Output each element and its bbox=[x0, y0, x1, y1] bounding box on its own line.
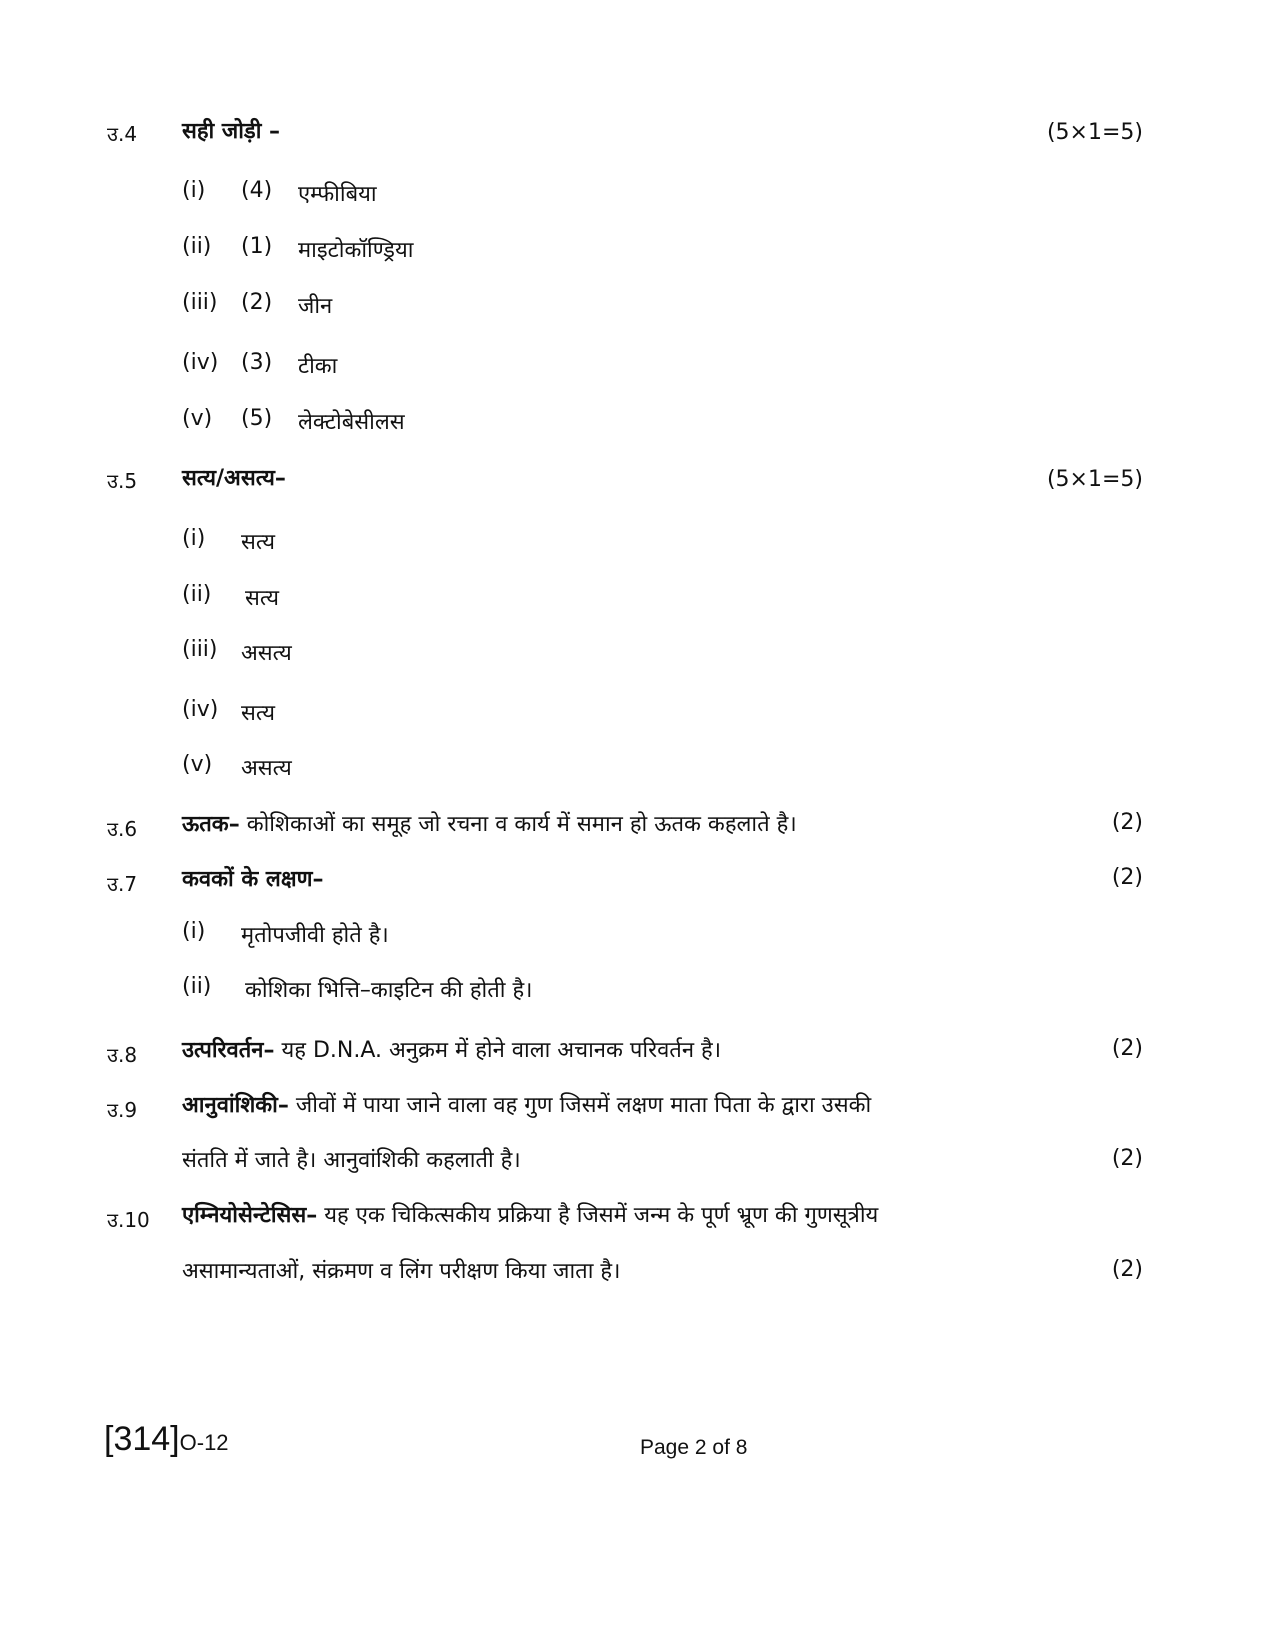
question-heading: सही जोड़ी – bbox=[182, 119, 281, 144]
page-number: Page 2 of 8 bbox=[640, 1436, 748, 1459]
item-code: (1) bbox=[241, 234, 273, 259]
item-text: सत्य bbox=[241, 701, 276, 726]
item-text: एम्फीबिया bbox=[298, 182, 377, 207]
item-text: माइटोकॉण्ड्रिया bbox=[298, 238, 414, 263]
answer-line bbox=[182, 808, 797, 838]
question-number: उ.9 bbox=[107, 1098, 138, 1122]
item-roman: (ii) bbox=[182, 974, 212, 999]
item-roman: (v) bbox=[182, 406, 213, 431]
question-heading: कवकों के लक्षण– bbox=[182, 867, 324, 892]
answer-term: ऊतक– bbox=[182, 812, 240, 837]
marks: (5×1=5) bbox=[1046, 467, 1143, 492]
question-number: उ.8 bbox=[107, 1043, 138, 1067]
answer-line bbox=[182, 1034, 721, 1064]
item-roman: (i) bbox=[182, 919, 206, 944]
item-text: सत्य bbox=[241, 530, 276, 555]
item-roman: (ii) bbox=[182, 582, 212, 607]
item-code: (4) bbox=[241, 178, 273, 203]
answer-line bbox=[182, 1199, 878, 1229]
answer-text: जीवों में पाया जाने वाला वह गुण जिसमें लक्षण माता पिता के द्वारा उसकी bbox=[288, 1093, 872, 1118]
item-code: (3) bbox=[241, 350, 273, 375]
item-roman: (i) bbox=[182, 526, 206, 551]
item-roman: (iv) bbox=[182, 350, 219, 375]
paper-code bbox=[104, 1420, 229, 1459]
marks: (2) bbox=[1111, 865, 1143, 890]
item-roman: (iii) bbox=[182, 637, 218, 662]
item-code: (2) bbox=[241, 290, 273, 315]
item-roman: (v) bbox=[182, 752, 213, 777]
marks: (2) bbox=[1111, 1257, 1143, 1282]
answer-text: यह एक चिकित्सकीय प्रक्रिया है जिसमें जन्म के पूर्ण भ्रूण की गुणसूत्रीय bbox=[317, 1203, 879, 1228]
answer-term: उत्परिवर्तन– bbox=[182, 1038, 275, 1063]
marks: (5×1=5) bbox=[1046, 120, 1143, 145]
item-text: मृतोपजीवी होते है। bbox=[241, 923, 389, 948]
answer-text: यह D.N.A. अनुक्रम में होने वाला अचानक परिवर्तन है। bbox=[274, 1038, 722, 1063]
marks: (2) bbox=[1111, 1036, 1143, 1061]
question-number: उ.10 bbox=[107, 1208, 150, 1232]
question-number: उ.4 bbox=[107, 122, 138, 146]
item-text: असत्य bbox=[241, 756, 292, 781]
item-text: कोशिका भित्ति–काइटिन की होती है। bbox=[245, 978, 533, 1003]
question-heading: सत्य/असत्य– bbox=[182, 466, 286, 491]
answer-continuation: संतति में जाते है। आनुवांशिकी कहलाती है। bbox=[182, 1148, 521, 1173]
answer-term: एम्नियोसेन्टेसिस– bbox=[182, 1203, 318, 1228]
item-roman: (ii) bbox=[182, 234, 212, 259]
item-text: असत्य bbox=[241, 641, 292, 666]
question-number: उ.6 bbox=[107, 817, 138, 841]
item-roman: (i) bbox=[182, 178, 206, 203]
item-text: लेक्टोबेसीलस bbox=[298, 410, 405, 435]
paper-code-suffix: O-12 bbox=[179, 1430, 229, 1455]
marks: (2) bbox=[1111, 1146, 1143, 1171]
item-code: (5) bbox=[241, 406, 273, 431]
item-roman: (iii) bbox=[182, 290, 218, 315]
answer-term: आनुवांशिकी– bbox=[182, 1093, 289, 1118]
answer-continuation: असामान्यताओं, संक्रमण व लिंग परीक्षण किया जाता है। bbox=[182, 1259, 621, 1284]
paper-code-number: [314] bbox=[104, 1420, 180, 1458]
item-text: टीका bbox=[298, 354, 338, 379]
item-text: जीन bbox=[298, 294, 333, 319]
question-number: उ.5 bbox=[107, 469, 138, 493]
question-number: उ.7 bbox=[107, 872, 138, 896]
answer-line bbox=[182, 1089, 871, 1119]
marks: (2) bbox=[1111, 810, 1143, 835]
answer-text: कोशिकाओं का समूह जो रचना व कार्य में समान हो ऊतक कहलाते है। bbox=[239, 812, 797, 837]
item-text: सत्य bbox=[245, 586, 280, 611]
item-roman: (iv) bbox=[182, 697, 219, 722]
